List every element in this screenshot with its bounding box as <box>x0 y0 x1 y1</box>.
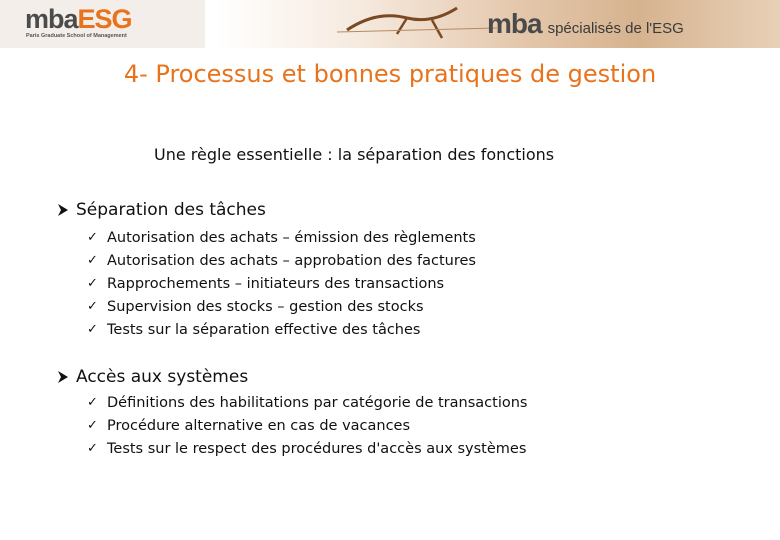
list-item <box>56 249 476 272</box>
list-item <box>56 437 527 460</box>
logo-subtitle: Paris Graduate School of Management <box>26 33 127 39</box>
header <box>0 0 780 50</box>
list-item <box>56 272 476 295</box>
check-icon: ✓ <box>87 322 98 337</box>
section-title: Séparation des tâches <box>76 200 266 220</box>
banner-brand <box>487 10 684 38</box>
high-jumper-illustration <box>337 0 497 48</box>
logo-part-esg: ESG <box>77 4 132 34</box>
list-item <box>56 318 476 341</box>
page-title: 4- Processus et bonnes pratiques de gestion <box>123 60 657 88</box>
list-item-text: Rapprochements – initiateurs des transactions <box>107 275 445 292</box>
list-item <box>56 391 527 414</box>
arrow-bullet-icon <box>56 203 70 217</box>
list-item-text: Procédure alternative en cas de vacances <box>107 417 411 434</box>
checklist <box>56 391 527 460</box>
section-separation-taches <box>56 200 476 341</box>
logo-part-mba: mba <box>25 4 78 34</box>
header-banner <box>217 0 780 48</box>
check-icon: ✓ <box>87 395 98 410</box>
section-heading <box>56 200 476 220</box>
banner-tagline: spécialisés de l'ESG <box>547 20 684 37</box>
list-item <box>56 295 476 318</box>
logo-text <box>25 6 132 33</box>
check-icon: ✓ <box>87 230 98 245</box>
list-item <box>56 226 476 249</box>
logo <box>0 0 205 48</box>
check-icon: ✓ <box>87 253 98 268</box>
list-item-text: Tests sur la séparation effective des tâches <box>107 321 421 338</box>
list-item-text: Définitions des habilitations par catégorie de transactions <box>107 394 528 411</box>
check-icon: ✓ <box>87 276 98 291</box>
list-item-text: Tests sur le respect des procédures d'accès aux systèmes <box>107 440 527 457</box>
section-acces-systemes <box>56 367 527 460</box>
list-item-text: Autorisation des achats – approbation des factures <box>107 252 476 269</box>
checklist <box>56 226 476 341</box>
banner-mba: mba <box>487 8 542 39</box>
check-icon: ✓ <box>87 418 98 433</box>
list-item-text: Supervision des stocks – gestion des stocks <box>107 298 424 315</box>
arrow-bullet-icon <box>56 370 70 384</box>
check-icon: ✓ <box>87 299 98 314</box>
list-item <box>56 414 527 437</box>
page-subtitle: Une règle essentielle : la séparation des fonctions <box>154 145 555 164</box>
list-item-text: Autorisation des achats – émission des règlements <box>107 229 476 246</box>
section-title: Accès aux systèmes <box>76 367 249 387</box>
check-icon: ✓ <box>87 441 98 456</box>
section-heading <box>56 367 527 387</box>
